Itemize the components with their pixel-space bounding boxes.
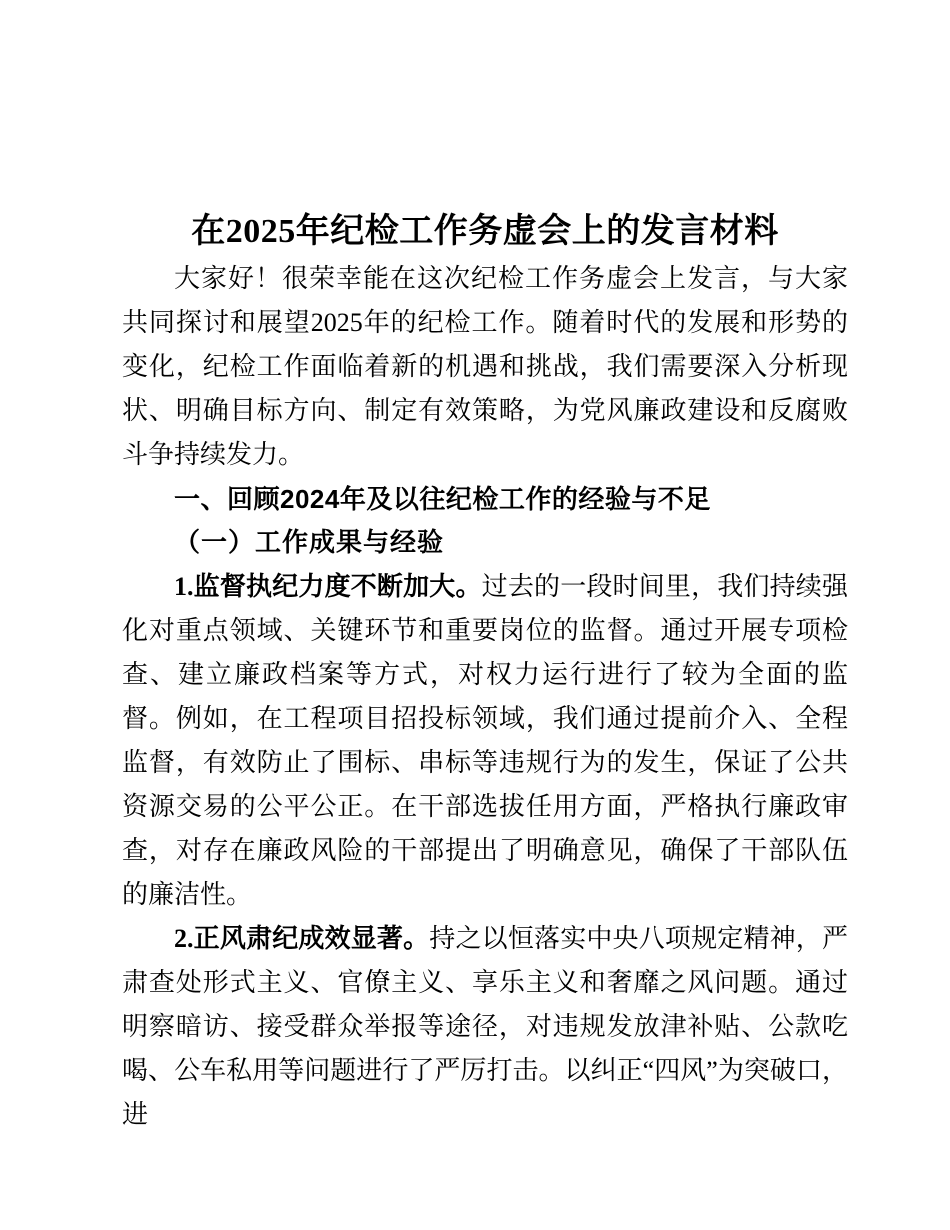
- document-title: 在2025年纪检工作务虚会上的发言材料: [191, 213, 779, 250]
- document-body: [122, 257, 848, 1137]
- item-1-lead: 1.监督执纪力度不断加大。: [174, 572, 482, 601]
- section-1-heading: 一、回顾2024年及以往纪检工作的经验与不足: [174, 484, 711, 514]
- subsection-1-heading: （一）工作成果与经验: [174, 528, 445, 557]
- item-2-lead: 2.正风肃纪成效显著。: [174, 924, 430, 953]
- intro-paragraph: 大家好！很荣幸能在这次纪检工作务虚会上发言，与大家共同探讨和展望2025年的纪检工作。随着时代的发展和形势的变化，纪检工作面临着新的机遇和挑战，我们需要深入分析现状、明确目标方向、制定有效策略，为党风廉政建设和反腐败斗争持续发力。: [122, 264, 848, 469]
- item-2-body-text: 持之以恒落实中央八项规定精神，严肃查处形式主义、官僚主义、享乐主义和奢靡之风问题。通过明察暗访、接受群众举报等途径，对违规发放津补贴、公款吃喝、公车私用等问题进行了严厉打击。以纠正“四风”为突破口，进: [122, 924, 848, 1129]
- item-1-body-text: 过去的一段时间里，我们持续强化对重点领域、关键环节和重要岗位的监督。通过开展专项检查、建立廉政档案等方式，对权力运行进行了较为全面的监督。例如，在工程项目招投标领域，我们通过提前介入、全程监督，有效防止了围标、串标等违规行为的发生，保证了公共资源交易的公平公正。在干部选拔任用方面，严格执行廉政审查，对存在廉政风险的干部提出了明确意见，确保了干部队伍的廉洁性。: [122, 572, 848, 909]
- item-1-paragraph: [122, 565, 848, 917]
- item-2-paragraph: [122, 917, 848, 1137]
- document-content: [122, 207, 848, 1137]
